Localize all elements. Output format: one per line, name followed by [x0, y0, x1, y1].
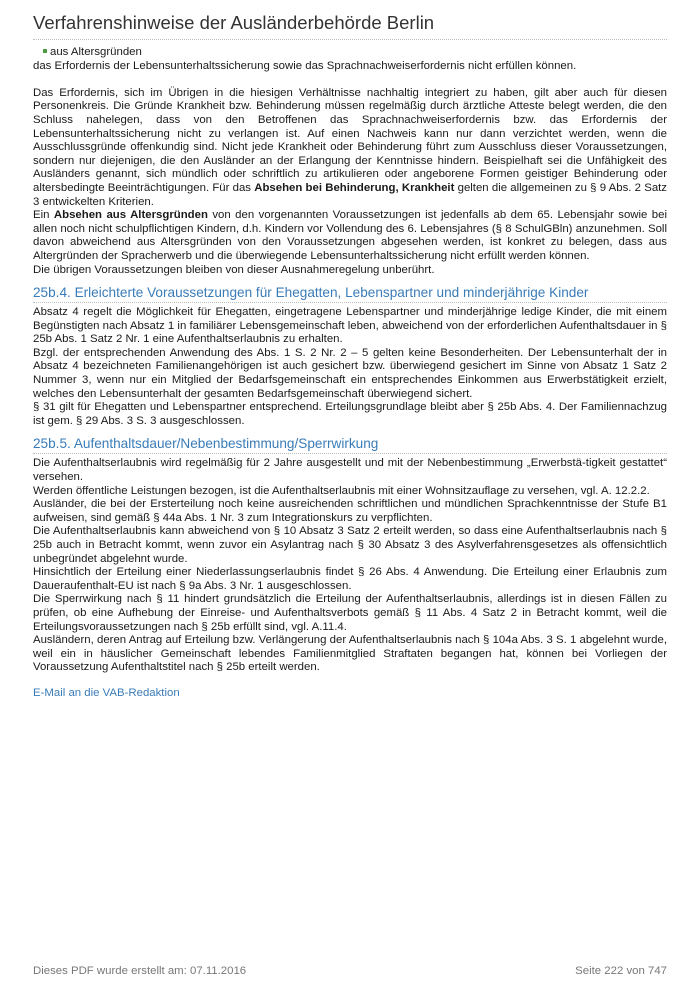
list-item — [33, 46, 667, 60]
paragraph: Bzgl. der entsprechenden Anwendung des Abs. 1 S. 2 Nr. 2 – 5 gelten keine Besonderheiten. Der Lebensunterhalt der in Absatz 4 bezeichneten Familienangehörigen ist auch gesichert bzw. überwiegend gesichert im Sinne von Absatz 1 Satz 2 Nummer 3, wenn nur ein Mitglied der Bedarfsgemeinschaft ein entsprechendes Einkommen aus Erwerbstätigkeit erzielt, welches den Lebensunterhalt der gesamten Bedarfsgemeinschaft überwiegend sichert. — [33, 346, 667, 400]
document-page — [33, 12, 667, 701]
page-title: Verfahrenshinweise der Ausländerbehörde Berlin — [33, 12, 667, 40]
paragraph: Die Aufenthaltserlaubnis wird regelmäßig für 2 Jahre ausgestellt und mit der Nebenbestimmung „Erwerbstä-tigkeit gestattet“ versehen. — [33, 457, 667, 484]
paragraph: Absatz 4 regelt die Möglichkeit für Ehegatten, eingetragene Lebenspartner und minderjährige ledige Kinder, die mit einem Begünstigten nach Absatz 1 in familiärer Lebensgemeinschaft leben, abweichend von der erforderlichen Aufenthaltsdauer in § 25b Abs. 1 Satz 2 Nr. 1 eine Aufenthaltserlaubnis zu erhalten. — [33, 306, 667, 346]
email-link[interactable]: E-Mail an die VAB-Redaktion — [33, 686, 180, 699]
section-heading: 25b.5. Aufenthaltsdauer/Nebenbestimmung/Sperrwirkung — [33, 436, 667, 454]
bold-text: Absehen bei Behinderung, Krankheit — [254, 181, 455, 194]
paragraph: Die Aufenthaltserlaubnis kann abweichend von § 10 Absatz 3 Satz 2 erteilt werden, so dass eine Aufenthaltserlaubnis nach § 25b auch in Betracht kommt, wenn zuvor ein Asylantrag nach § 30 Absatz 3 des Asylverfahrensgesetzes als offensichtlich unbegründet abgelehnt wurde. — [33, 525, 667, 565]
bullet-icon — [43, 49, 47, 53]
footer-created-date: Dieses PDF wurde erstellt am: 07.11.2016 — [33, 965, 247, 977]
footer-page-number: Seite 222 von 747 — [575, 965, 667, 977]
paragraph: Werden öffentliche Leistungen bezogen, ist die Aufenthaltserlaubnis mit einer Wohnsitzauflage zu versehen, vgl. A. 12.2.2. — [33, 484, 650, 497]
paragraph: § 31 gilt für Ehegatten und Lebenspartner entsprechend. Erteilungsgrundlage bleibt aber § 25b Abs. 4. Der Familiennachzug ist gem. § 29 Abs. 3 S. 3 ausgeschlossen. — [33, 401, 667, 427]
paragraph-text: Ein — [33, 209, 54, 222]
paragraph-text: gelten die allgemeinen zu § 9 Abs. 2 Satz 3 entwickelten Kriterien. — [33, 181, 668, 208]
paragraph: Die übrigen Voraussetzungen bleiben von dieser Ausnahmeregelung unberührt. — [33, 263, 435, 276]
page-footer — [33, 965, 667, 977]
paragraph: Ausländern, deren Antrag auf Erteilung bzw. Verlängerung der Aufenthaltserlaubnis nach § 104a Abs. 3 S. 1 abgelehnt wurde, weil ein in häuslicher Gemeinschaft lebendes Familienmitglied Straftaten begangen hat, können bei Vorliegen der Voraussetzung Aufenthaltstitel nach § 25b erteilt werden. — [33, 634, 667, 674]
paragraph: Ausländer, die bei der Ersterteilung noch keine ausreichenden schriftlichen und mündlichen Sprachkenntnisse der Stufe B1 aufweisen, sind gemäß § 44a Abs. 1 Nr. 3 zum Integrationskurs zu verpflichten. — [33, 498, 667, 524]
list-item-text: aus Altersgründen — [50, 46, 142, 58]
bold-text: Absehen aus Altersgründen — [53, 209, 208, 222]
paragraph: das Erfordernis der Lebensunterhaltssicherung sowie das Sprachnachweiserfordernis nicht erfüllen können. — [33, 59, 577, 72]
paragraph-text: Das Erfordernis, sich im Übrigen in die hiesigen Verhältnisse nachhaltig integriert zu haben, gilt aber auch für diesen Personenkreis. Die Gründe Krankheit bzw. Behinderung müssen regelmäßig durch ärztliche Atteste belegt werden, die den Schluss nahelegen, dass von den Betroffenen das Sprachnachweiserfordernis bzw. das Erfordernis der Lebensunterhaltssicherung nicht zu verlangen ist. Auf einen Nachweis kann nur dann verzichtet werden, wenn die Ausschlussgründe offenkundig sind. Nicht jede Krankheit oder Behinderung führt zum Ausschluss dieser Voraussetzungen, sondern nur diejenigen, die den Ausländer an der Erlangung der Kenntnisse hindern. Beispielhaft sei die Unfähigkeit des Ausländers genannt, sich mündlich oder schriftlich zu artikulieren oder angeborene Formen geistiger Behinderung oder altersbedingte Beeinträchtigungen. Für das — [33, 86, 667, 194]
paragraph: Die Sperrwirkung nach § 11 hindert grundsätzlich die Erteilung der Aufenthaltserlaubnis, allerdings ist in diesen Fällen zu prüfen, ob eine Aufhebung der Einreise- und Aufenthaltsverbots gemäß § 11 Abs. 4 Satz 2 in Betracht kommt, weil die Erteilungsvoraussetzungen nach § 25b erfüllt sind, vgl. A.11.4. — [33, 593, 667, 633]
paragraph — [33, 209, 667, 263]
paragraph-text: von den vorgenannten Voraussetzungen ist jedenfalls ab dem 65. Lebensjahr sowie bei allen noch nicht schulpflichtigen Kindern, d.h. Kindern vor Vollendung des 6. Lebensjahres (§ 8 SchulGBln) anzunehmen. Soll davon abweichend aus Altersgründen von den Voraussetzungen abgesehen werden, ist konkret zu belegen, dass aus Altergründen der Spracherwerb und die überwiegende Lebensunterhaltssicherung nicht erfüllt werden können. — [33, 209, 668, 262]
section-heading: 25b.4. Erleichterte Voraussetzungen für Ehegatten, Lebenspartner und minderjährige Kinder — [33, 285, 667, 303]
paragraph — [33, 87, 667, 209]
paragraph: Hinsichtlich der Erteilung einer Niederlassungserlaubnis findet § 26 Abs. 4 Anwendung. Die Erteilung einer Erlaubnis zum Daueraufenthalt-EU ist nach § 9a Abs. 3 Nr. 1 ausgeschlossen. — [33, 566, 667, 592]
